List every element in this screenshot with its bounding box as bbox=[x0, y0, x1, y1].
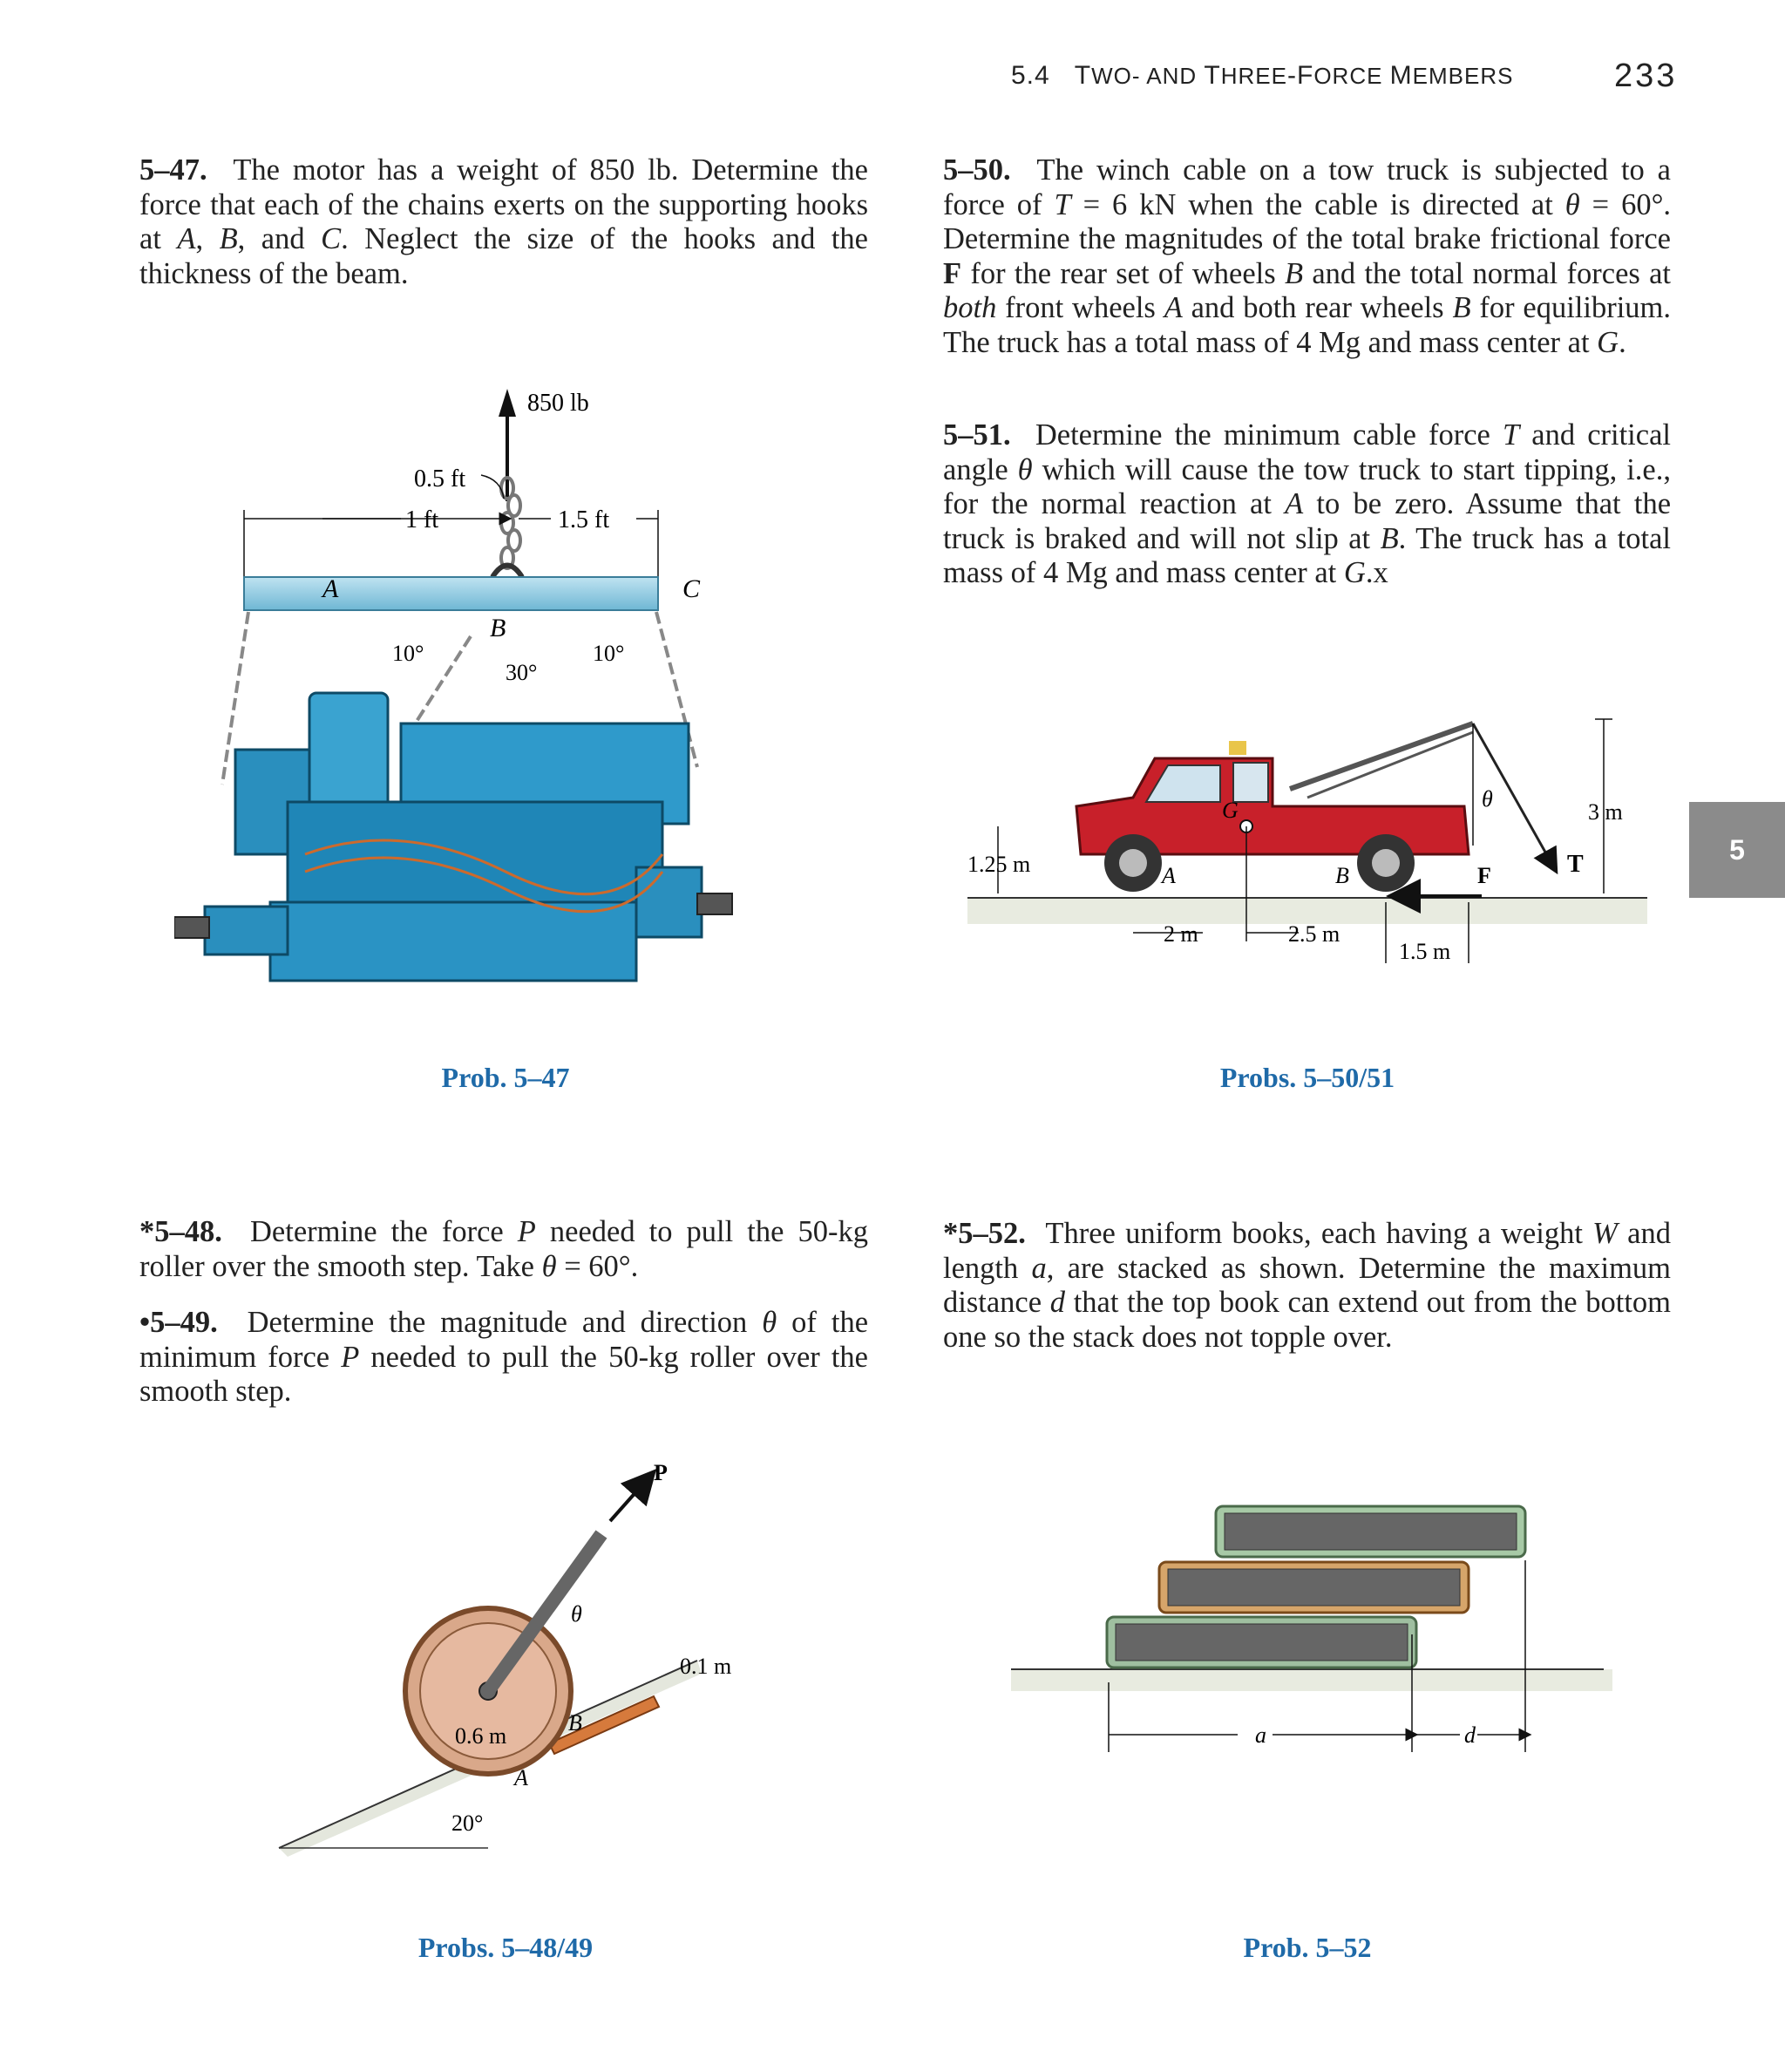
label-1-5ft: 1.5 ft bbox=[558, 506, 610, 533]
problem-5-51: 5–51. Determine the minimum cable force T and critical angle θ which will cause the tow truck to start tipping, i.e., for the normal reaction at A to be zero. Assume that the truck is braked and will not slip at B. The truck has a total mass of 4 Mg and mass center at G.x bbox=[943, 418, 1672, 589]
label-3m: 3 m bbox=[1588, 799, 1623, 825]
label-1-25m: 1.25 m bbox=[967, 852, 1031, 877]
label-A: A bbox=[1162, 863, 1176, 888]
label-P: P bbox=[654, 1464, 668, 1485]
problem-5-49: •5–49. Determine the magnitude and direction θ of the minimum force P needed to pull the 50-kg roller over the smooth step. bbox=[139, 1306, 869, 1408]
label-0-6m: 0.6 m bbox=[455, 1723, 507, 1749]
figure-caption-5-52: Prob. 5–52 bbox=[1243, 1932, 1372, 1963]
problem-5-52: *5–52. Three uniform books, each having a weight W and length a, are stacked as shown. Determine the maximum distance d that the top book can extend out from the bottom one so the stack does not topple over. bbox=[943, 1217, 1671, 1354]
beam bbox=[244, 577, 658, 610]
label-angle-right: 10° bbox=[593, 641, 625, 666]
label-G: G bbox=[1222, 798, 1239, 823]
label-angle-left: 10° bbox=[392, 641, 424, 666]
ground bbox=[967, 898, 1647, 924]
label-angle-mid: 30° bbox=[506, 660, 538, 685]
problem-text: The motor has a weight of 850 lb. Determine the force that each of the chains exerts on the supporting hooks at A, B, and C. Neglect the size of the hooks and the thickness of the beam. bbox=[139, 153, 868, 290]
label-F: F bbox=[1477, 863, 1491, 888]
problem-number: 5–47. bbox=[139, 153, 207, 187]
label-A: A bbox=[514, 1765, 528, 1790]
label-2m: 2 m bbox=[1164, 921, 1198, 947]
label-theta: θ bbox=[1482, 786, 1493, 812]
motor-body bbox=[174, 693, 732, 981]
figure-5-52-books bbox=[1002, 1482, 1630, 1778]
figure-5-50-tow-truck bbox=[959, 715, 1656, 976]
label-1-5m: 1.5 m bbox=[1399, 939, 1451, 964]
figure-caption-5-47: Prob. 5–47 bbox=[441, 1062, 570, 1093]
figure-5-48-roller bbox=[261, 1464, 784, 1883]
ground bbox=[1011, 1669, 1612, 1691]
force-arrowhead bbox=[499, 389, 516, 417]
label-C: C bbox=[682, 574, 701, 603]
label-2-5m: 2.5 m bbox=[1288, 921, 1340, 947]
problem-5-50: 5–50. The winch cable on a tow truck is subjected to a force of T = 6 kN when the cable is directed at θ = 60°. Determine the magnitudes of the total brake frictional force F for the rear set of wheels B and the total normal forces at both front wheels A and both rear wheels B for equilibrium. The truck has a total mass of 4 Mg and mass center at G. bbox=[943, 153, 1672, 359]
problem-5-47 bbox=[139, 153, 868, 291]
label-offset: 0.5 ft bbox=[414, 465, 466, 493]
label-a: a bbox=[1255, 1722, 1266, 1748]
label-B: B bbox=[1335, 863, 1349, 888]
label-B: B bbox=[490, 614, 506, 642]
label-d: d bbox=[1464, 1722, 1476, 1748]
top-hook bbox=[492, 566, 522, 578]
chapter-tab: 5 bbox=[1689, 802, 1785, 898]
label-20deg: 20° bbox=[451, 1810, 484, 1836]
page-number: 233 bbox=[1614, 58, 1678, 94]
running-header-section: 5.4 TWO- AND THREE-FORCE MEMBERS bbox=[1011, 61, 1514, 90]
problem-5-48: *5–48. Determine the force P needed to pull the 50-kg roller over the smooth step. Take θ = 60°. bbox=[139, 1215, 868, 1283]
truck bbox=[1076, 724, 1473, 892]
label-1ft: 1 ft bbox=[405, 506, 439, 533]
label-B: B bbox=[568, 1710, 582, 1736]
label-A: A bbox=[322, 574, 339, 603]
force-P-arrow bbox=[610, 1482, 645, 1521]
label-850lb: 850 lb bbox=[527, 390, 589, 417]
figure-5-47-motor bbox=[174, 384, 837, 994]
figure-caption-5-48-49: Probs. 5–48/49 bbox=[417, 1932, 594, 1963]
label-T: T bbox=[1567, 851, 1584, 878]
label-0-1m: 0.1 m bbox=[680, 1654, 732, 1679]
label-theta: θ bbox=[571, 1601, 582, 1627]
top-chain bbox=[501, 478, 520, 568]
figure-caption-5-50-51: Probs. 5–50/51 bbox=[1219, 1062, 1395, 1093]
